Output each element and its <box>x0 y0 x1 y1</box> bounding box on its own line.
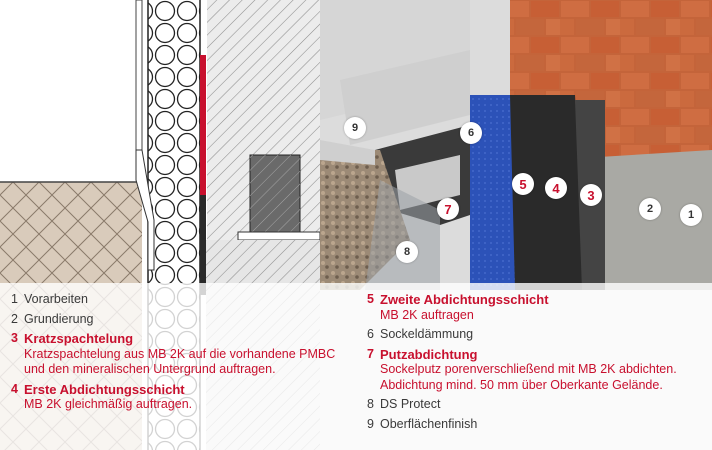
legend-title: Sockeldämmung <box>380 327 474 341</box>
marker-7: 7 <box>437 198 459 220</box>
legend-title: Erste Abdichtungsschicht <box>24 381 185 397</box>
legend-number: 6 <box>367 327 374 341</box>
marker-3: 3 <box>580 184 602 206</box>
legend-item-2 <box>6 312 356 328</box>
legend-number: 1 <box>11 292 18 306</box>
marker-8: 8 <box>396 241 418 263</box>
marker-6: 6 <box>460 122 482 144</box>
legend-item-5 <box>362 292 708 323</box>
legend-item-9 <box>362 417 708 433</box>
marker-5: 5 <box>512 173 534 195</box>
legend-title: Kratzspachtelung <box>24 331 134 346</box>
marker-2: 2 <box>639 198 661 220</box>
marker-1: 1 <box>680 204 702 226</box>
bitumen-layer <box>200 195 206 295</box>
legend-title: Oberflächenfinish <box>380 416 478 431</box>
plinth-render <box>136 0 142 150</box>
legend-number: 9 <box>367 416 374 431</box>
legend-title: Putzabdichtung <box>380 346 478 362</box>
legend-number: 2 <box>11 311 18 326</box>
marker-4: 4 <box>545 177 567 199</box>
legend-item-4 <box>6 382 356 413</box>
legend-left <box>6 292 356 417</box>
legend-number: 4 <box>11 381 18 396</box>
legend-item-3 <box>6 331 356 378</box>
legend-number: 5 <box>367 292 374 306</box>
legend-number: 8 <box>367 397 374 411</box>
legend-item-1 <box>6 292 356 308</box>
legend-number: 7 <box>367 346 374 361</box>
legend-item-8 <box>362 397 708 413</box>
legend-description: MB 2K auftragen <box>380 307 474 322</box>
legend-title: Grundierung <box>24 311 94 326</box>
legend-item-7 <box>362 347 708 394</box>
legend-description: MB 2K gleichmäßig auftragen. <box>24 397 193 411</box>
legend-number: 3 <box>11 331 18 345</box>
legend-title: Vorarbeiten <box>24 292 88 306</box>
legend-item-6 <box>362 327 708 343</box>
legend-title: Zweite Abdichtungsschicht <box>380 292 549 307</box>
legend-description: Sockelputz porenverschließend mit MB 2K abdichten. Abdichtung mind. 50 mm über Oberkante Gelände. <box>380 362 677 392</box>
legend-title: DS Protect <box>380 397 441 411</box>
legend-description: Kratzspachtelung aus MB 2K auf die vorhandene PMBC und den mineralischen Untergrund auftragen. <box>24 346 336 376</box>
legend-right <box>362 292 708 436</box>
marker-9: 9 <box>344 117 366 139</box>
